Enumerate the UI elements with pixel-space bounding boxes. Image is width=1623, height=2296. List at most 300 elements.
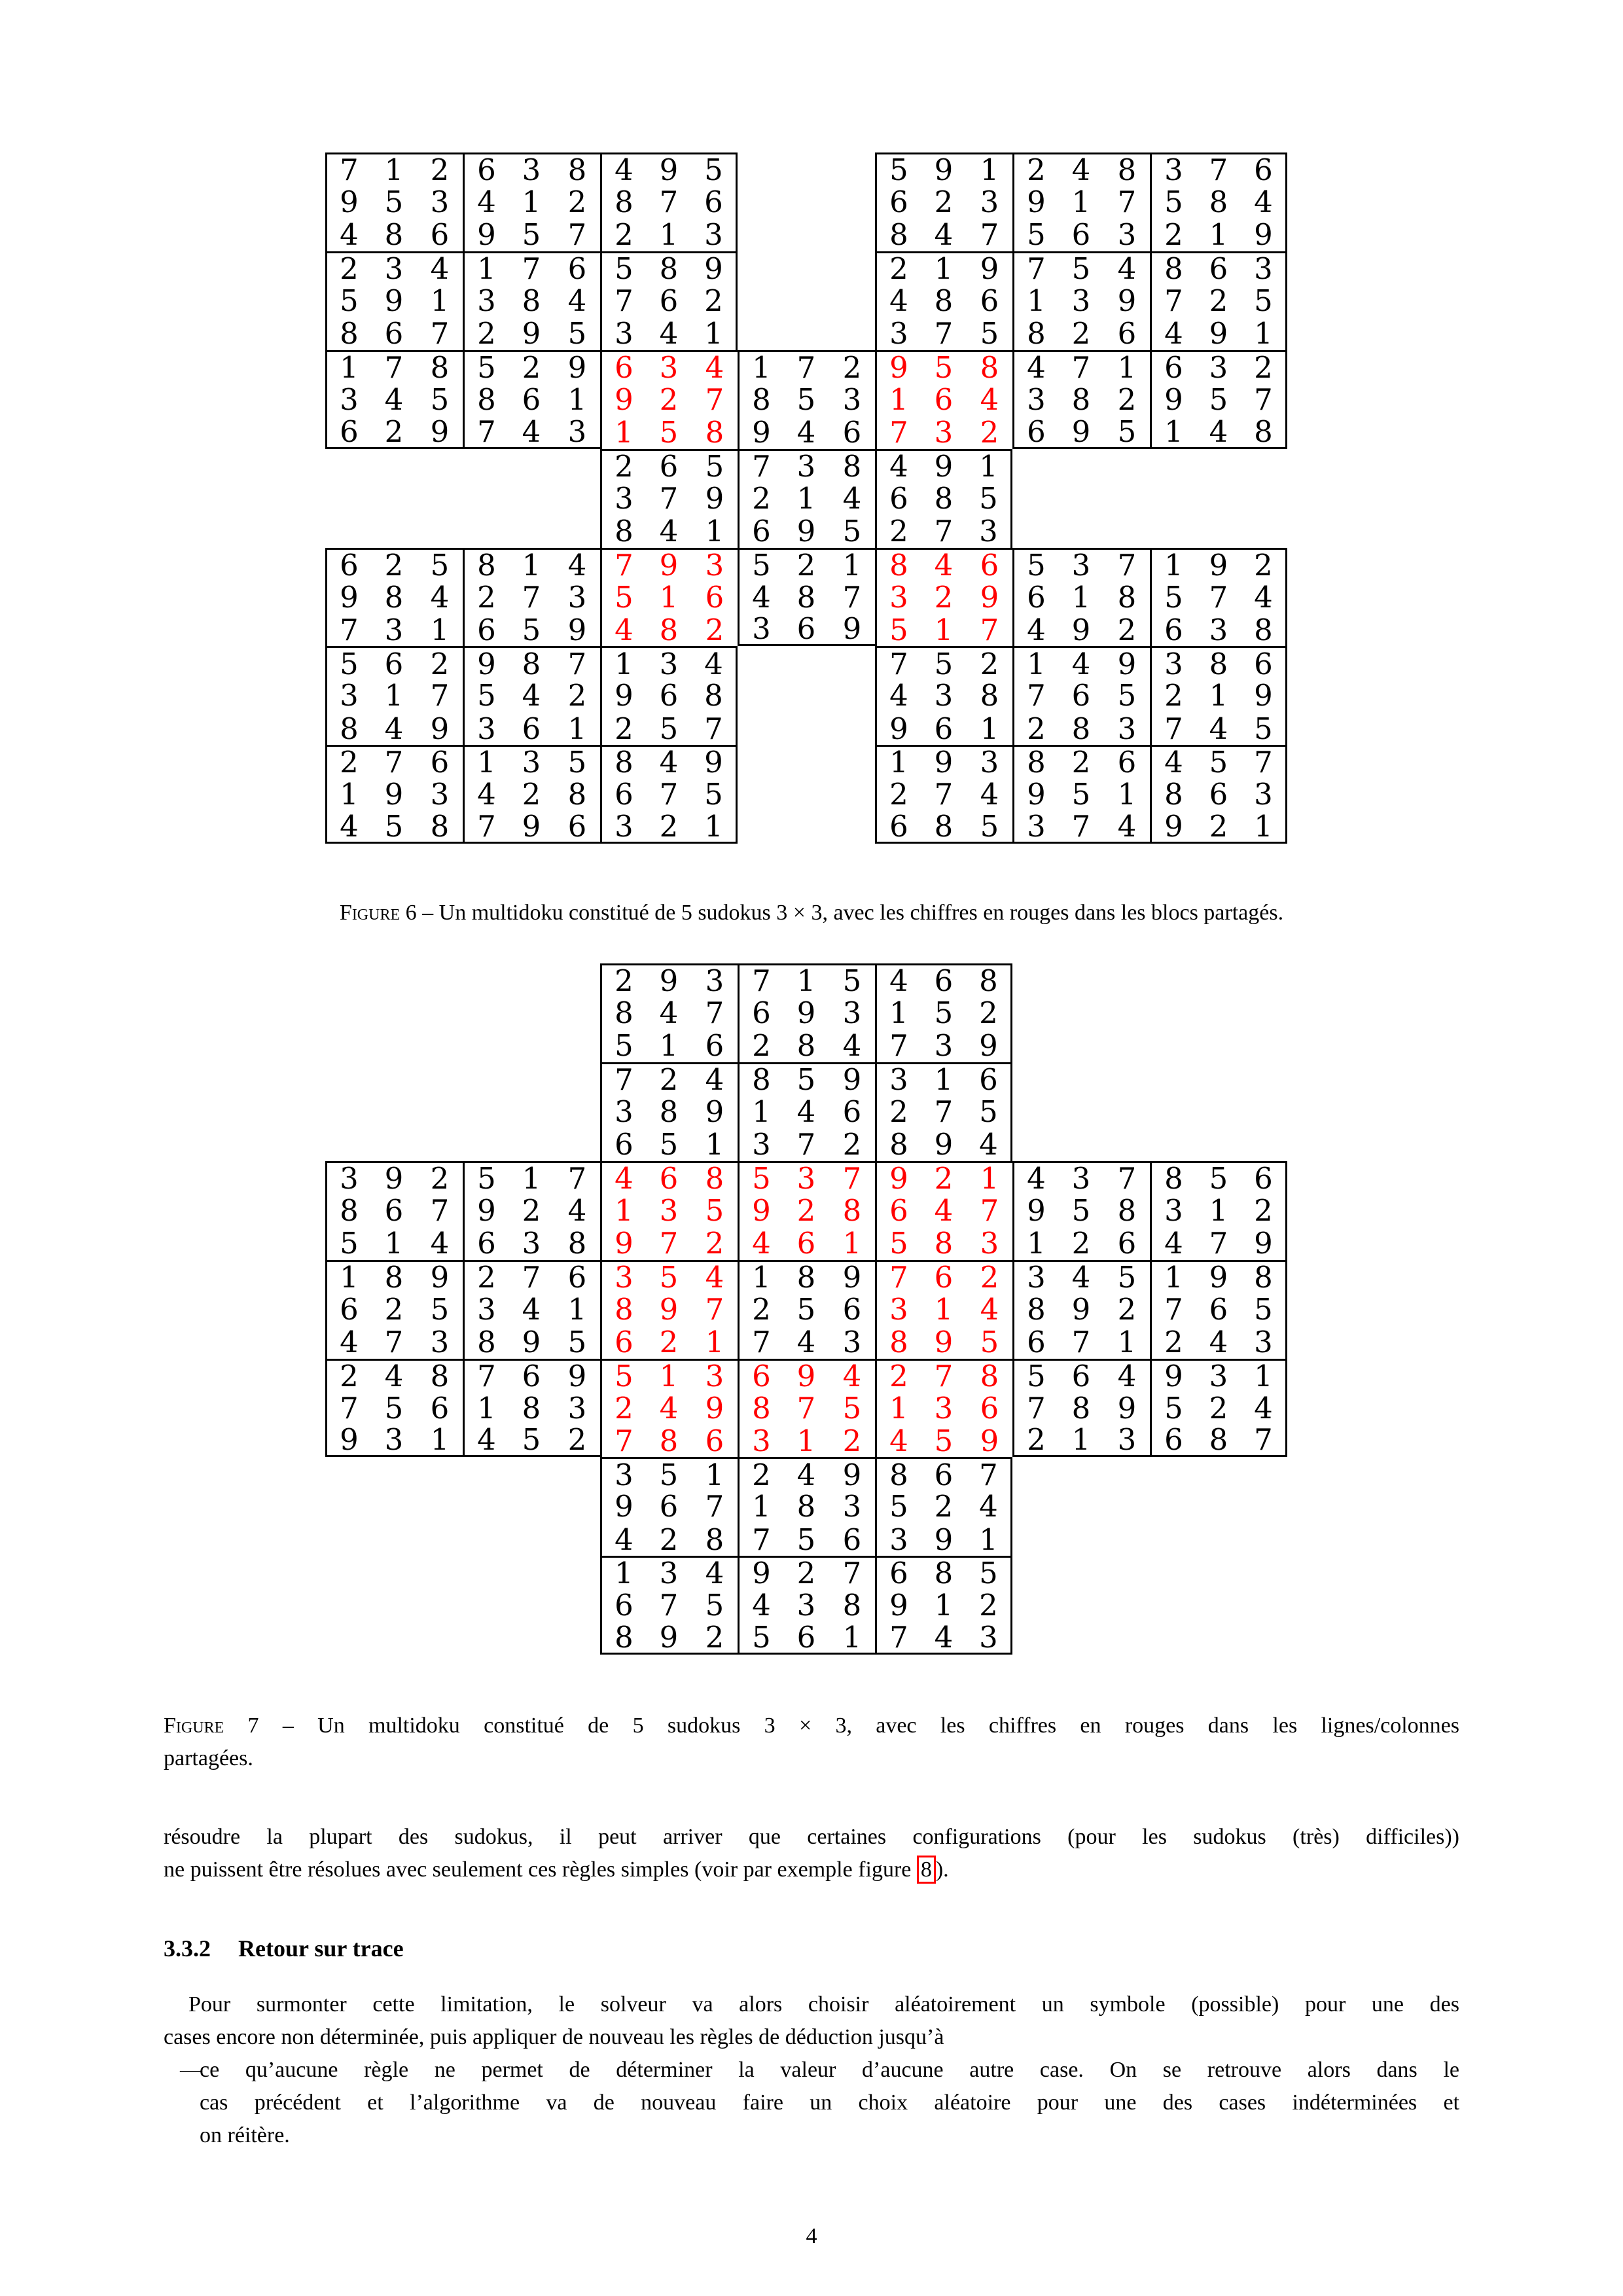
sudoku-cell: 1: [980, 711, 999, 746]
sudoku-cell: 2: [705, 1226, 724, 1261]
sudoku-cell: 2: [600, 712, 646, 745]
sudoku-cell: 2: [417, 646, 463, 679]
sudoku-cell: 2: [1150, 1325, 1196, 1358]
sudoku-cell: 7: [659, 184, 679, 219]
sudoku-cell: 4: [371, 1359, 417, 1391]
sudoku-cell: 4: [430, 1226, 450, 1261]
sudoku-cell: 3: [430, 184, 450, 219]
sudoku-cell: 1: [738, 1095, 783, 1128]
sudoku-cell: 9: [875, 712, 921, 745]
sudoku-cell: 9: [1209, 316, 1228, 351]
sudoku-cell: 5: [1150, 1391, 1196, 1424]
sudoku-cell: 4: [738, 581, 783, 613]
sudoku-cell: 7: [980, 217, 999, 253]
sudoku-cell: 8: [554, 152, 600, 185]
sudoku-cell: 1: [1241, 317, 1287, 350]
sudoku-cell: 4: [646, 745, 692, 778]
sudoku-cell: 7: [567, 217, 587, 253]
sudoku-cell: 2: [325, 1359, 371, 1391]
sudoku-cell: 8: [705, 415, 724, 450]
sudoku-cell: 8: [463, 1325, 508, 1358]
sudoku-cell: 1: [371, 152, 417, 185]
sudoku-cell: 9: [796, 995, 816, 1030]
sudoku-cell: 9: [600, 679, 646, 712]
sudoku-cell: 1: [1209, 1193, 1228, 1228]
sudoku-cell: 6: [325, 1293, 371, 1325]
sudoku-cell: 8: [659, 1094, 679, 1129]
sudoku-cell: 8: [980, 678, 999, 713]
sudoku-cell: 1: [600, 646, 646, 679]
sudoku-cell: 2: [508, 350, 554, 383]
sudoku-cell: 6: [463, 1227, 508, 1259]
sudoku-cell: 4: [1209, 1324, 1228, 1359]
sudoku-cell: 6: [1150, 613, 1196, 646]
sudoku-cell: 3: [600, 811, 646, 844]
sudoku-cell: 9: [921, 152, 967, 185]
sudoku-cell: 9: [1241, 219, 1287, 251]
sudoku-cell: 6: [967, 548, 1012, 581]
sudoku-cell: 2: [1117, 1291, 1137, 1327]
sudoku-cell: 6: [600, 1128, 646, 1160]
sudoku-cell: 6: [921, 963, 967, 996]
sudoku-cell: 2: [1241, 548, 1287, 581]
sudoku-cell: 6: [430, 1390, 450, 1426]
sudoku-cell: 5: [921, 350, 967, 383]
sudoku-cell: 6: [842, 1094, 862, 1129]
sudoku-cell: 2: [371, 548, 417, 581]
sudoku-cell: 8: [417, 350, 463, 383]
sudoku-cell: 7: [659, 1226, 679, 1261]
sudoku-cell: 2: [554, 1424, 600, 1457]
sudoku-cell: 1: [1150, 548, 1196, 581]
sudoku-cell: 8: [692, 1161, 738, 1194]
sudoku-cell: 7: [796, 1390, 816, 1426]
sudoku-cell: 3: [1196, 1359, 1241, 1391]
sudoku-cell: 4: [325, 1325, 371, 1358]
sudoku-cell: 7: [325, 1391, 371, 1424]
sudoku-cell: 1: [463, 1391, 508, 1424]
sudoku-cell: 5: [325, 1227, 371, 1259]
sudoku-cell: 2: [875, 251, 921, 284]
sudoku-cell: 4: [692, 1260, 738, 1293]
sudoku-cell: 2: [1058, 745, 1104, 778]
sudoku-cell: 4: [1104, 1359, 1150, 1391]
sudoku-cell: 1: [1209, 678, 1228, 713]
sudoku-cell: 3: [600, 482, 646, 514]
sudoku-cell: 3: [659, 1193, 679, 1228]
sudoku-cell: 5: [600, 251, 646, 284]
sudoku-cell: 1: [430, 612, 450, 647]
sudoku-cell: 7: [522, 579, 541, 615]
sudoku-cell: 9: [829, 1457, 875, 1490]
sudoku-cell: 3: [1058, 548, 1104, 581]
sudoku-cell: 4: [430, 579, 450, 615]
sudoku-cell: 8: [1117, 579, 1137, 615]
sudoku-cell: 3: [463, 284, 508, 317]
sudoku-cell: 2: [738, 482, 783, 514]
sudoku-cell: 7: [738, 449, 783, 482]
sudoku-cell: 6: [1117, 1226, 1137, 1261]
sudoku-cell: 8: [875, 1325, 921, 1358]
sudoku-cell: 4: [829, 1359, 875, 1391]
sudoku-cell: 4: [875, 1424, 921, 1457]
sudoku-cell: 2: [1241, 1194, 1287, 1227]
paragraph-1-line2: [164, 1854, 1459, 1886]
sudoku-cell: 5: [921, 646, 967, 679]
sudoku-cell: 4: [1241, 185, 1287, 218]
sudoku-cell: 7: [934, 316, 954, 351]
sudoku-cell: 2: [522, 777, 541, 812]
sudoku-cell: 6: [600, 778, 646, 811]
sudoku-cell: 9: [1117, 283, 1137, 318]
page-number: 4: [806, 2224, 817, 2248]
sudoku-cell: 3: [738, 1128, 783, 1160]
sudoku-cell: 7: [1150, 712, 1196, 745]
sudoku-cell: 3: [783, 1161, 829, 1194]
sudoku-cell: 2: [1117, 382, 1137, 417]
sudoku-cell: 5: [796, 382, 816, 417]
figure6-caption: [164, 897, 1459, 929]
sudoku-cell: 4: [1058, 646, 1104, 679]
sudoku-cell: 7: [508, 1260, 554, 1293]
sudoku-cell: 9: [463, 219, 508, 251]
sudoku-cell: 1: [705, 513, 724, 548]
sudoku-cell: 5: [600, 581, 646, 613]
sudoku-cell: 9: [934, 1127, 954, 1162]
paragraph-1-line2-end: ).: [935, 1857, 949, 1882]
sudoku-cell: 3: [430, 777, 450, 812]
sudoku-cell: 7: [430, 316, 450, 351]
sudoku-cell: 5: [980, 1324, 999, 1359]
sudoku-cell: 2: [967, 996, 1012, 1029]
sudoku-cell: 3: [371, 251, 417, 284]
sudoku-cell: 7: [554, 1161, 600, 1194]
sudoku-cell: 6: [705, 579, 724, 615]
sudoku-cell: 7: [1241, 383, 1287, 416]
sudoku-cell: 4: [567, 1193, 587, 1228]
sudoku-cell: 6: [384, 316, 404, 351]
sudoku-cell: 4: [325, 219, 371, 251]
sudoku-cell: 1: [522, 184, 541, 219]
sudoku-cell: 6: [325, 416, 371, 448]
sudoku-cell: 5: [384, 184, 404, 219]
sudoku-cell: 7: [600, 548, 646, 581]
sudoku-cell: 5: [1012, 1359, 1058, 1391]
sudoku-cell: 2: [934, 184, 954, 219]
sudoku-cell: 6: [921, 1260, 967, 1293]
sudoku-cell: 5: [875, 1490, 921, 1523]
sudoku-cell: 7: [705, 995, 724, 1030]
sudoku-cell: 5: [522, 217, 541, 253]
sudoku-cell: 7: [980, 1193, 999, 1228]
sudoku-cell: 9: [567, 612, 587, 647]
sudoku-cell: 3: [600, 1260, 646, 1293]
sudoku-cell: 5: [1196, 745, 1241, 778]
sudoku-cell: 8: [1196, 646, 1241, 679]
sudoku-cell: 2: [659, 1324, 679, 1359]
sudoku-cell: 3: [600, 1457, 646, 1490]
sudoku-cell: 2: [1117, 612, 1137, 647]
sudoku-cell: 9: [646, 963, 692, 996]
sudoku-cell: 3: [980, 1226, 999, 1261]
sudoku-cell: 8: [842, 1193, 862, 1228]
sudoku-cell: 3: [1117, 217, 1137, 253]
figure7-multidoku-grid: [325, 963, 1287, 1655]
sudoku-cell: 6: [1241, 152, 1287, 185]
sudoku-cell: 3: [600, 317, 646, 350]
sudoku-cell: 3: [875, 317, 921, 350]
sudoku-cell: 5: [600, 1030, 646, 1062]
sudoku-cell: 2: [842, 1423, 862, 1458]
sudoku-cell: 3: [1117, 711, 1137, 746]
sudoku-cell: 1: [659, 1028, 679, 1064]
sudoku-cell: 8: [934, 283, 954, 318]
sudoku-cell: 7: [796, 1127, 816, 1162]
sudoku-cell: 1: [967, 152, 1012, 185]
sudoku-cell: 1: [1241, 1359, 1287, 1391]
sudoku-cell: 3: [646, 1556, 692, 1588]
sudoku-cell: 5: [934, 1423, 954, 1458]
sudoku-cell: 1: [600, 1556, 646, 1588]
figure-ref-link[interactable]: 8: [917, 1856, 936, 1884]
sudoku-cell: 6: [554, 251, 600, 284]
sudoku-cell: 1: [1117, 777, 1137, 812]
sudoku-cell: 8: [659, 612, 679, 647]
sudoku-cell: 1: [659, 217, 679, 253]
sudoku-cell: 5: [738, 1622, 783, 1655]
sudoku-cell: 6: [796, 1226, 816, 1261]
sudoku-cell: 7: [934, 777, 954, 812]
sudoku-cell: 9: [600, 383, 646, 416]
section-number: 3.3.2: [164, 1935, 211, 1962]
sudoku-cell: 2: [692, 284, 738, 317]
sudoku-cell: 7: [705, 1291, 724, 1327]
sudoku-cell: 2: [1150, 679, 1196, 712]
sudoku-cell: 6: [1104, 745, 1150, 778]
sudoku-cell: 5: [1058, 251, 1104, 284]
sudoku-cell: 1: [875, 1391, 921, 1424]
sudoku-cell: 7: [1071, 1324, 1091, 1359]
sudoku-cell: 7: [1150, 284, 1196, 317]
sudoku-cell: 6: [875, 185, 921, 218]
sudoku-cell: 5: [796, 1291, 816, 1327]
sudoku-cell: 4: [463, 778, 508, 811]
sudoku-cell: 9: [692, 251, 738, 284]
sudoku-cell: 3: [1196, 350, 1241, 383]
sudoku-cell: 8: [967, 1359, 1012, 1391]
sudoku-cell: 5: [1196, 1161, 1241, 1194]
sudoku-cell: 4: [1012, 613, 1058, 646]
sudoku-cell: 2: [875, 1359, 921, 1391]
sudoku-cell: 9: [600, 1490, 646, 1523]
sudoku-cell: 5: [967, 1556, 1012, 1588]
sudoku-cell: 7: [705, 382, 724, 417]
sudoku-cell: 3: [1104, 1424, 1150, 1457]
sudoku-cell: 1: [692, 317, 738, 350]
sudoku-cell: 1: [934, 1291, 954, 1327]
figure7-caption-label: Figure 7: [164, 1713, 259, 1738]
sudoku-cell: 4: [1012, 1161, 1058, 1194]
sudoku-cell: 9: [692, 745, 738, 778]
sudoku-cell: 4: [600, 1161, 646, 1194]
sudoku-cell: 1: [384, 1226, 404, 1261]
sudoku-cell: 1: [829, 548, 875, 581]
sudoku-cell: 3: [875, 1293, 921, 1325]
sudoku-cell: 7: [554, 646, 600, 679]
sudoku-cell: 7: [829, 1556, 875, 1588]
sudoku-cell: 3: [1241, 251, 1287, 284]
sudoku-cell: 5: [783, 1062, 829, 1095]
sudoku-cell: 9: [659, 1291, 679, 1327]
sudoku-cell: 9: [646, 152, 692, 185]
sudoku-cell: 6: [1150, 1424, 1196, 1457]
sudoku-cell: 1: [646, 1359, 692, 1391]
sudoku-cell: 3: [692, 219, 738, 251]
sudoku-cell: 7: [934, 1094, 954, 1129]
sudoku-cell: 4: [567, 283, 587, 318]
sudoku-cell: 2: [967, 1589, 1012, 1622]
sudoku-cell: 4: [875, 449, 921, 482]
sudoku-cell: 9: [325, 581, 371, 613]
sudoku-cell: 6: [659, 1489, 679, 1524]
sudoku-cell: 1: [508, 548, 554, 581]
sudoku-cell: 3: [1209, 612, 1228, 647]
sudoku-cell: 5: [1071, 1193, 1091, 1228]
sudoku-cell: 6: [1012, 1325, 1058, 1358]
sudoku-cell: 5: [967, 482, 1012, 514]
sudoku-cell: 2: [1209, 1390, 1228, 1426]
sudoku-cell: 6: [1150, 350, 1196, 383]
sudoku-cell: 4: [1209, 711, 1228, 746]
sudoku-cell: 2: [659, 1522, 679, 1557]
sudoku-cell: 7: [1150, 1293, 1196, 1325]
sudoku-cell: 5: [738, 548, 783, 581]
sudoku-cell: 4: [1241, 581, 1287, 613]
sudoku-cell: 8: [1012, 317, 1058, 350]
sudoku-cell: 6: [384, 1193, 404, 1228]
sudoku-cell: 6: [842, 1291, 862, 1327]
sudoku-cell: 8: [325, 317, 371, 350]
sudoku-cell: 7: [921, 1359, 967, 1391]
sudoku-cell: 9: [1196, 1260, 1241, 1293]
sudoku-cell: 7: [875, 416, 921, 448]
sudoku-cell: 1: [463, 745, 508, 778]
sudoku-cell: 8: [783, 1260, 829, 1293]
sudoku-cell: 9: [1150, 1359, 1196, 1391]
sudoku-cell: 2: [738, 1457, 783, 1490]
sudoku-cell: 7: [705, 1489, 724, 1524]
sudoku-cell: 1: [738, 1260, 783, 1293]
sudoku-cell: 4: [1012, 350, 1058, 383]
sudoku-cell: 1: [692, 1457, 738, 1490]
sudoku-cell: 9: [522, 316, 541, 351]
sudoku-cell: 3: [1012, 811, 1058, 844]
sudoku-cell: 8: [600, 514, 646, 547]
sudoku-cell: 4: [1150, 1227, 1196, 1259]
sudoku-cell: 6: [417, 745, 463, 778]
sudoku-cell: 4: [934, 1193, 954, 1228]
sudoku-cell: 8: [1117, 1193, 1137, 1228]
sudoku-cell: 3: [842, 382, 862, 417]
sudoku-cell: 9: [967, 251, 1012, 284]
sudoku-cell: 7: [783, 350, 829, 383]
sudoku-cell: 3: [1012, 383, 1058, 416]
sudoku-cell: 2: [875, 514, 921, 547]
sudoku-cell: 4: [842, 480, 862, 516]
sudoku-cell: 2: [783, 1556, 829, 1588]
sudoku-cell: 8: [600, 1293, 646, 1325]
sudoku-cell: 5: [1071, 777, 1091, 812]
figure7-caption: [164, 1710, 1459, 1775]
sudoku-cell: 5: [567, 1324, 587, 1359]
list-item-line3: on réitère.: [200, 2123, 290, 2147]
sudoku-cell: 1: [705, 1127, 724, 1162]
sudoku-cell: 7: [1241, 745, 1287, 778]
sudoku-cell: 9: [554, 350, 600, 383]
sudoku-cell: 3: [738, 1424, 783, 1457]
sudoku-cell: 1: [875, 996, 921, 1029]
sudoku-cell: 8: [1012, 745, 1058, 778]
sudoku-cell: 2: [463, 317, 508, 350]
sudoku-cell: 8: [921, 811, 967, 844]
sudoku-cell: 4: [980, 777, 999, 812]
sudoku-cell: 9: [921, 745, 967, 778]
sudoku-cell: 6: [1196, 251, 1241, 284]
sudoku-cell: 3: [508, 745, 554, 778]
sudoku-cell: 6: [921, 1457, 967, 1490]
sudoku-cell: 7: [738, 1523, 783, 1556]
sudoku-cell: 6: [600, 1325, 646, 1358]
sudoku-cell: 4: [325, 811, 371, 844]
sudoku-cell: 1: [783, 963, 829, 996]
sudoku-cell: 7: [325, 152, 371, 185]
sudoku-cell: 2: [934, 1489, 954, 1524]
sudoku-cell: 7: [1196, 152, 1241, 185]
sudoku-cell: 5: [1241, 1293, 1287, 1325]
sudoku-cell: 8: [417, 1359, 463, 1391]
sudoku-cell: 7: [463, 811, 508, 844]
sudoku-cell: 2: [692, 1622, 738, 1655]
sudoku-cell: 4: [738, 1589, 783, 1622]
sudoku-cell: 4: [738, 1227, 783, 1259]
sudoku-cell: 3: [934, 678, 954, 713]
sudoku-cell: 9: [875, 1161, 921, 1194]
sudoku-cell: 8: [1209, 184, 1228, 219]
sudoku-cell: 6: [1058, 1359, 1104, 1391]
sudoku-cell: 7: [875, 1622, 921, 1655]
sudoku-cell: 4: [1150, 317, 1196, 350]
sudoku-cell: 1: [692, 811, 738, 844]
sudoku-cell: 5: [738, 1161, 783, 1194]
sudoku-cell: 7: [1104, 1161, 1150, 1194]
sudoku-cell: 9: [705, 1094, 724, 1129]
sudoku-cell: 7: [980, 612, 999, 647]
sudoku-cell: 6: [522, 382, 541, 417]
sudoku-cell: 6: [1209, 777, 1228, 812]
sudoku-cell: 3: [967, 745, 1012, 778]
sudoku-cell: 5: [600, 1359, 646, 1391]
sudoku-cell: 1: [325, 778, 371, 811]
sudoku-cell: 7: [371, 350, 417, 383]
sudoku-cell: 9: [371, 1161, 417, 1194]
sudoku-cell: 5: [1150, 185, 1196, 218]
sudoku-cell: 8: [371, 1260, 417, 1293]
sudoku-cell: 2: [325, 251, 371, 284]
sudoku-cell: 6: [875, 811, 921, 844]
sudoku-cell: 2: [967, 1260, 1012, 1293]
sudoku-cell: 3: [567, 579, 587, 615]
sudoku-cell: 5: [967, 1095, 1012, 1128]
